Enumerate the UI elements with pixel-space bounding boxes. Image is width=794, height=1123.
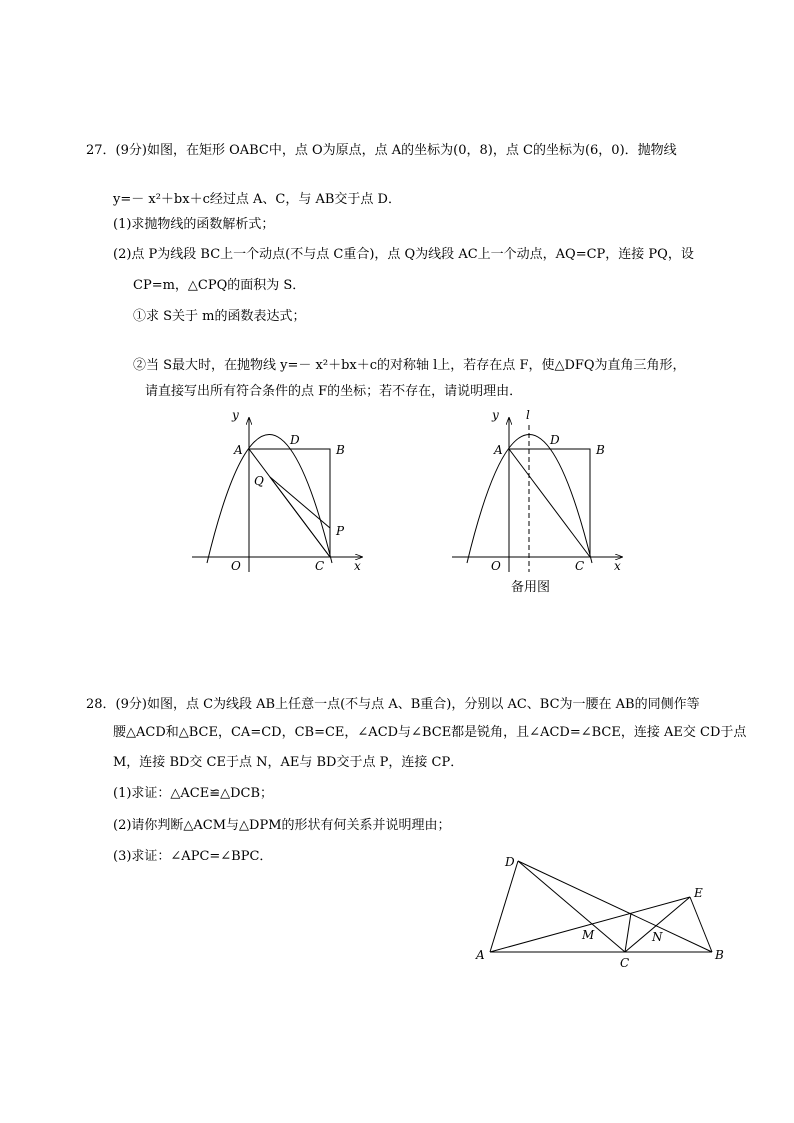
figure-line [625, 913, 631, 952]
figure-1-labels [231, 408, 361, 573]
segment-qc [270, 477, 330, 557]
figure-line [518, 861, 712, 952]
point-label: D [290, 433, 300, 447]
figure-1 [192, 418, 362, 572]
figure-line [518, 861, 625, 952]
q27-sub-2-cont: 请直接写出所有符合条件的点 F的坐标；若不存在，请说明理由． [145, 384, 523, 399]
figure-3-labels [475, 855, 724, 970]
point-label: l [526, 408, 530, 422]
point-label: N [652, 930, 663, 944]
point-label: C [315, 559, 325, 573]
point-label: P [336, 524, 345, 538]
segment-qp [270, 477, 330, 528]
q27-line-2: y=－ x²＋bx＋c经过点 A、C，与 AB交于点 D． [113, 192, 401, 207]
point-label: x [614, 559, 621, 573]
point-label: A [476, 948, 485, 962]
point-label: A [234, 443, 243, 457]
parabola [207, 435, 332, 564]
q27-sub-2: ②当 S最大时，在抛物线 y=－ x²＋bx＋c的对称轴 l上，若存在点 F，使△DFQ为直角三角形， [133, 358, 686, 373]
figure-line [509, 449, 590, 557]
q28-part-3: (3)求证：∠APC=∠BPC． [113, 849, 273, 864]
point-label: O [231, 559, 241, 573]
point-label: Q [254, 474, 264, 488]
figure-line [490, 861, 518, 952]
point-label: y [492, 408, 499, 422]
point-label: B [596, 443, 605, 457]
q28-line-1: 28．(9分)如图，点 C为线段 AB上任意一点(不与点 A、B重合)，分别以 AC、BC为一腰在 AB的同侧作等 [86, 697, 700, 712]
point-label: B [715, 948, 724, 962]
point-label: y [232, 408, 239, 422]
q27-part-1: (1)求抛物线的函数解析式； [113, 217, 275, 232]
backup-figure-caption: 备用图 [511, 580, 551, 595]
figure-2 [452, 418, 622, 572]
figure-2-labels [491, 408, 621, 573]
q27-part-2-cont: CP=m，△CPQ的面积为 S． [133, 278, 306, 293]
q28-part-1: (1)求证：△ACE≌△DCB； [113, 786, 274, 801]
q27-part-2: (2)点 P为线段 BC上一个动点(不与点 C重合)，点 Q为线段 AC上一个动点，AQ=CP，连接 PQ，设 [113, 247, 694, 262]
point-label: C [575, 559, 585, 573]
point-label: D [550, 433, 560, 447]
q28-line-3: M，连接 BD交 CE于点 N，AE与 BD交于点 P，连接 CP． [113, 755, 464, 770]
q27-sub-1: ①求 S关于 m的函数表达式； [133, 309, 306, 324]
q28-part-2: (2)请你判断△ACM与△DPM的形状有何关系并说明理由； [113, 818, 451, 833]
point-label: O [491, 559, 501, 573]
point-label: C [620, 956, 630, 970]
q28-line-2: 腰△ACD和△BCE，CA=CD，CB=CE，∠ACD与∠BCE都是锐角，且∠ACD=∠BCE，连接 AE交 CD于点 [113, 725, 747, 740]
figure-3 [490, 861, 712, 952]
point-label: A [494, 443, 503, 457]
point-label: x [354, 559, 361, 573]
point-label: B [336, 443, 345, 457]
point-label: D [505, 855, 515, 869]
point-label: E [694, 886, 703, 900]
point-label: M [582, 928, 595, 942]
q27-line-1: 27．(9分)如图，在矩形 OABC中，点 O为原点，点 A的坐标为(0，8)，点 C的坐标为(6，0)．抛物线 [86, 143, 677, 158]
